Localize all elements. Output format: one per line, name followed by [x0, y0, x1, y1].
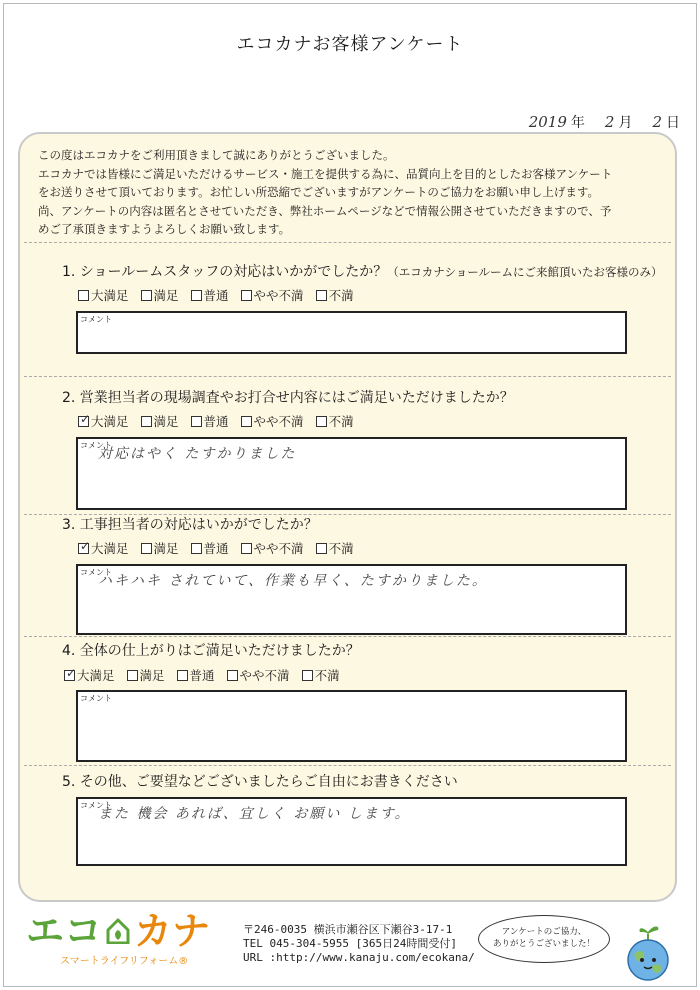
- checkbox[interactable]: [241, 416, 252, 427]
- question-4-label: 4. 全体の仕上がりはご満足いただけましたか？: [62, 643, 360, 659]
- intro-line: めご了承頂きますようよろしくお願い致します。: [38, 222, 291, 236]
- comment-label: コメント: [80, 568, 112, 577]
- option-label: 普通: [189, 668, 215, 683]
- date-year: 2019: [528, 113, 567, 131]
- comment-label: コメント: [80, 801, 112, 810]
- page-title: エコカナお客様アンケート: [236, 34, 464, 55]
- checkbox[interactable]: [191, 290, 202, 301]
- bubble-line: ありがとうございました！: [492, 939, 595, 949]
- checkbox[interactable]: [316, 290, 327, 301]
- option-2[interactable]: [141, 286, 179, 304]
- checkbox[interactable]: [241, 290, 252, 301]
- option-3[interactable]: [191, 412, 229, 430]
- option-label: 普通: [203, 541, 229, 556]
- question-4-text: [62, 640, 360, 660]
- checkbox[interactable]: [141, 290, 152, 301]
- logo-text-kana: カナ: [134, 909, 211, 953]
- option-4[interactable]: [227, 666, 290, 684]
- question-1-options: [78, 286, 366, 304]
- checkbox[interactable]: [78, 290, 89, 301]
- date-day: 2: [652, 113, 662, 131]
- question-3-comment-text: ハキハキ されていて、作業も早く、たすかりました。: [98, 573, 488, 589]
- option-2[interactable]: [127, 666, 165, 684]
- option-label: やや不満: [239, 668, 290, 683]
- comment-label: コメント: [80, 315, 112, 324]
- question-1-label: 1. ショールームスタッフの対応はいかがでしたか？: [62, 264, 388, 280]
- option-5[interactable]: [316, 412, 354, 430]
- question-3-comment[interactable]: [76, 564, 627, 635]
- option-4[interactable]: [241, 412, 304, 430]
- option-3[interactable]: [191, 539, 229, 557]
- option-1[interactable]: [78, 539, 129, 557]
- date-day-label: 日: [666, 115, 680, 131]
- checkbox[interactable]: [241, 543, 252, 554]
- logo-text-eco: エコ: [26, 909, 103, 953]
- divider: [24, 636, 671, 637]
- option-label: 大満足: [91, 541, 129, 556]
- intro-line: エコカナでは皆様にご満足いただけるサービス・施工を提供する為に、品質向上を目的としたお客様アンケート: [38, 166, 613, 181]
- option-5[interactable]: [302, 666, 340, 684]
- option-label: 満足: [153, 414, 179, 429]
- option-label: 不満: [328, 541, 354, 556]
- question-4-options: [64, 666, 352, 684]
- intro-line: この度はエコカナをご利用頂きまして誠にありがとうございました。: [38, 148, 395, 162]
- option-label: 不満: [314, 668, 340, 683]
- earth-mascot-icon: [618, 918, 678, 984]
- question-5-text: [62, 771, 458, 791]
- option-4[interactable]: [241, 539, 304, 557]
- checkbox[interactable]: [302, 670, 313, 681]
- option-1[interactable]: [78, 286, 129, 304]
- option-label: 不満: [328, 414, 354, 429]
- bubble-line: アンケートのご協力、: [501, 927, 587, 937]
- question-4-comment[interactable]: [76, 690, 627, 762]
- phone-line: TEL 045-304-5955 [365日24時間受付]: [243, 937, 457, 950]
- thanks-speech-bubble: [478, 915, 610, 963]
- intro-line: 尚、アンケートの内容は匿名とさせていただき、弊社ホームページなどで情報公開させていただきますので、予: [38, 203, 612, 218]
- question-5-comment[interactable]: [76, 797, 627, 866]
- option-5[interactable]: [316, 539, 354, 557]
- option-label: やや不満: [253, 288, 304, 303]
- checkbox[interactable]: [64, 670, 75, 681]
- option-label: 大満足: [91, 414, 129, 429]
- question-3-options: [78, 539, 366, 557]
- checkbox[interactable]: [316, 543, 327, 554]
- question-3-text: [62, 514, 318, 534]
- option-1[interactable]: [64, 666, 115, 684]
- question-2-label: 2. 営業担当者の現場調査やお打合せ内容にはご満足いただけましたか？: [62, 390, 514, 406]
- question-1-sub: （エコカナショールームにご来館頂いたお客様のみ）: [387, 265, 663, 279]
- option-4[interactable]: [241, 286, 304, 304]
- checkbox[interactable]: [191, 543, 202, 554]
- checkbox[interactable]: [177, 670, 188, 681]
- option-label: 不満: [328, 288, 354, 303]
- company-address: [243, 923, 475, 965]
- logo-tagline: スマートライフリフォーム®: [60, 956, 189, 967]
- comment-label: コメント: [80, 441, 112, 450]
- checkbox[interactable]: [78, 416, 89, 427]
- divider: [24, 242, 671, 243]
- address-line: 〒246-0035 横浜市瀬谷区下瀬谷3-17-1: [243, 923, 453, 936]
- ecokana-logo[interactable]: [26, 909, 226, 972]
- question-1-text: [62, 261, 663, 281]
- checkbox[interactable]: [141, 543, 152, 554]
- date-month: 2: [604, 113, 615, 131]
- divider: [24, 765, 671, 766]
- checkbox[interactable]: [78, 543, 89, 554]
- divider: [24, 376, 671, 377]
- option-label: 大満足: [91, 288, 129, 303]
- checkbox[interactable]: [316, 416, 327, 427]
- option-label: やや不満: [253, 414, 304, 429]
- option-3[interactable]: [177, 666, 215, 684]
- option-label: 満足: [139, 668, 165, 683]
- checkbox[interactable]: [141, 416, 152, 427]
- question-3-label: 3. 工事担当者の対応はいかがでしたか？: [62, 517, 318, 533]
- url-line[interactable]: URL :http://www.kanaju.com/ecokana/: [243, 951, 475, 964]
- option-2[interactable]: [141, 539, 179, 557]
- option-3[interactable]: [191, 286, 229, 304]
- checkbox[interactable]: [227, 670, 238, 681]
- date-line: [529, 112, 680, 132]
- option-label: やや不満: [253, 541, 304, 556]
- option-5[interactable]: [316, 286, 354, 304]
- option-label: 大満足: [77, 668, 115, 683]
- checkbox[interactable]: [127, 670, 138, 681]
- option-1[interactable]: [78, 412, 129, 430]
- question-1-comment[interactable]: [76, 311, 627, 354]
- question-2-options: [78, 412, 366, 430]
- question-2-comment-text: 対応はやく たすかりました: [98, 446, 297, 462]
- option-label: 満足: [153, 288, 179, 303]
- question-2-comment[interactable]: [76, 437, 627, 510]
- question-5-label: 5. その他、ご要望などございましたらご自由にお書きください: [62, 774, 458, 790]
- option-label: 普通: [203, 414, 229, 429]
- option-2[interactable]: [141, 412, 179, 430]
- option-label: 普通: [203, 288, 229, 303]
- intro-line: をお送りさせて頂いております。お忙しい所恐縮でございますがアンケートのご協力をお願い申し上げます。: [38, 185, 599, 199]
- intro-text: [38, 146, 668, 239]
- house-leaf-icon: [106, 918, 130, 944]
- question-5-comment-text: また 機会 あれば、宜しく お願い します。: [98, 806, 411, 822]
- option-label: 満足: [153, 541, 179, 556]
- date-month-label: 月: [618, 115, 633, 131]
- date-year-label: 年: [570, 115, 585, 131]
- comment-label: コメント: [80, 694, 112, 703]
- question-2-text: [62, 387, 514, 407]
- checkbox[interactable]: [191, 416, 202, 427]
